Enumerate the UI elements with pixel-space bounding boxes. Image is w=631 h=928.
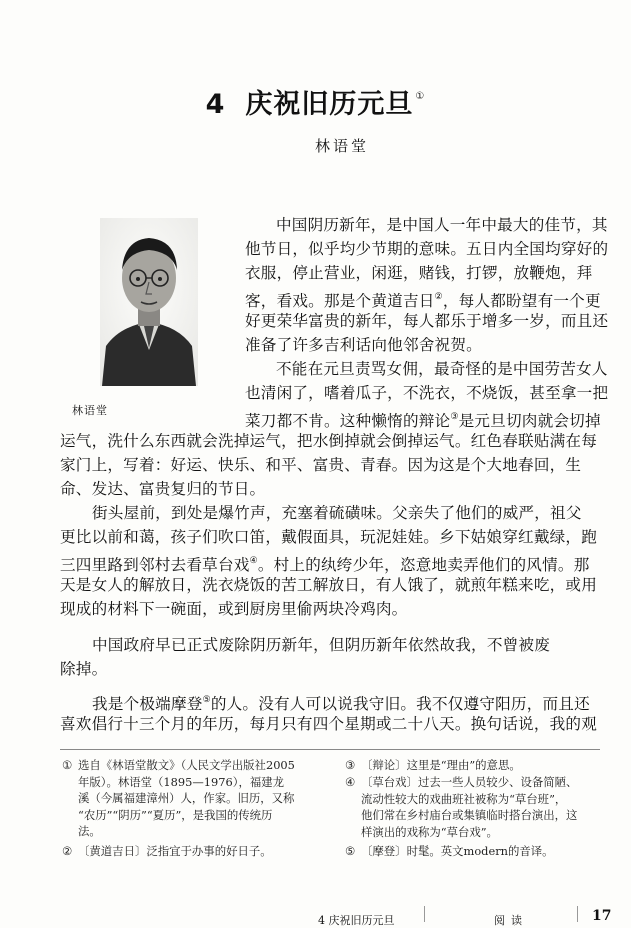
footnote-ref: ⑤ bbox=[202, 695, 211, 705]
text-line: 我是个极端摩登⑤的人。没有人可以说我守旧。我不仅遵守阳历，而且还 bbox=[92, 695, 590, 713]
text-line: 准备了许多吉利话向他邻舍祝贺。 bbox=[245, 336, 482, 354]
footer-divider bbox=[577, 906, 578, 922]
text-line: 也清闲了，嗜着瓜子，不洗衣，不烧饭，甚至拿一把 bbox=[245, 384, 609, 402]
text-line: 喜欢倡行十三个月的年历，每月只有四个星期或二十八天。换句话说，我的观 bbox=[60, 715, 597, 733]
running-footer-section: 阅读 bbox=[494, 914, 528, 927]
footnote-divider bbox=[60, 749, 600, 750]
text-line: 家门上，写着：好运、快乐、和平、富贵、青春。因为这是个大地春回，生 bbox=[60, 456, 582, 474]
text-line: 天是女人的解放日，洗衣烧饭的苦工解放日，有人饿了，就煎年糕来吃，或用 bbox=[60, 576, 597, 594]
title-footnote-mark: ① bbox=[415, 91, 426, 102]
lesson-number: 4 bbox=[205, 89, 226, 120]
text-line: 不能在元旦责骂女佣，最奇怪的是中国劳苦女人 bbox=[276, 360, 608, 378]
lesson-title-text: 庆祝旧历元旦 bbox=[245, 89, 414, 120]
lesson-title bbox=[0, 82, 631, 121]
text-line: 现成的材料下一碗面，或到厨房里偷两块冷鸡肉。 bbox=[60, 600, 408, 618]
footnote-ref: ② bbox=[434, 292, 443, 302]
footnote-4: ④ 〔草台戏〕过去一些人员较少、设备简陋、 流动性较大的戏曲班社被称为“草台班”， 他们常在乡村庙台或集镇临时搭台演出，这 样演出的戏称为“草台戏”。 bbox=[345, 775, 578, 839]
footnote-1: ① 选自《林语堂散文》（人民文学出版社2005 年版）。林语堂（1895—1976），福建龙 溪（今属福建漳州）人，作家。旧历，又称 “农历”“阴历”“夏历”，是我国的传统历 法。 bbox=[62, 758, 295, 838]
text-line: 街头屋前，到处是爆竹声，充塞着硫磺味。父亲失了他们的威严，祖父 bbox=[92, 504, 582, 522]
text-line: 运气，洗什么东西就会洗掉运气，把水倒掉就会倒掉运气。红色春联贴满在每 bbox=[60, 432, 597, 450]
author-portrait bbox=[100, 218, 198, 386]
text-line: 命、发达、富贵复归的节日。 bbox=[60, 480, 266, 498]
page-number: 17 bbox=[592, 908, 612, 924]
footer-divider bbox=[424, 906, 425, 922]
text-line: 衣服，停止营业，闲逛，赌钱，打锣，放鞭炮，拜 bbox=[245, 264, 593, 282]
portrait-caption: 林语堂 bbox=[72, 404, 108, 417]
text-line: 客，看戏。那是个黄道吉日②，每人都盼望有一个更 bbox=[245, 292, 601, 310]
text-line: 除掉。 bbox=[60, 660, 108, 678]
text-line: 中国政府早已正式废除阴历新年，但阴历新年依然故我，不曾被废 bbox=[92, 636, 551, 654]
text-line: 菜刀都不肯。这种懒惰的辩论③是元旦切肉就会切掉 bbox=[245, 412, 601, 430]
footnote-ref: ④ bbox=[249, 556, 258, 566]
text-line: 中国阴历新年，是中国人一年中最大的佳节，其 bbox=[276, 216, 608, 234]
text-line: 好更荣华富贵的新年，每人都乐于增多一岁，而且还 bbox=[245, 312, 609, 330]
text-line: 更比以前和蔼，孩子们吹口笛，戴假面具，玩泥娃娃。乡下姑娘穿红戴绿，跑 bbox=[60, 528, 597, 546]
text-line: 三四里路到邻村去看草台戏④。村上的纨绔少年，恣意地卖弄他们的风情。那 bbox=[60, 556, 590, 574]
text-line: 他节日，似乎均少节期的意味。五日内全国均穿好的 bbox=[245, 240, 609, 258]
footnote-3: ③ 〔辩论〕这里是“理由”的意思。 bbox=[345, 758, 521, 772]
footnote-2: ② 〔黄道吉日〕泛指宜于办事的好日子。 bbox=[62, 844, 272, 858]
author-name: 林语堂 bbox=[315, 137, 370, 155]
running-footer-lesson: 4 庆祝旧历元旦 bbox=[318, 914, 395, 927]
footnote-ref: ③ bbox=[450, 412, 459, 422]
footnote-5: ⑤ 〔摩登〕时髦。英文modern的音译。 bbox=[345, 844, 554, 858]
